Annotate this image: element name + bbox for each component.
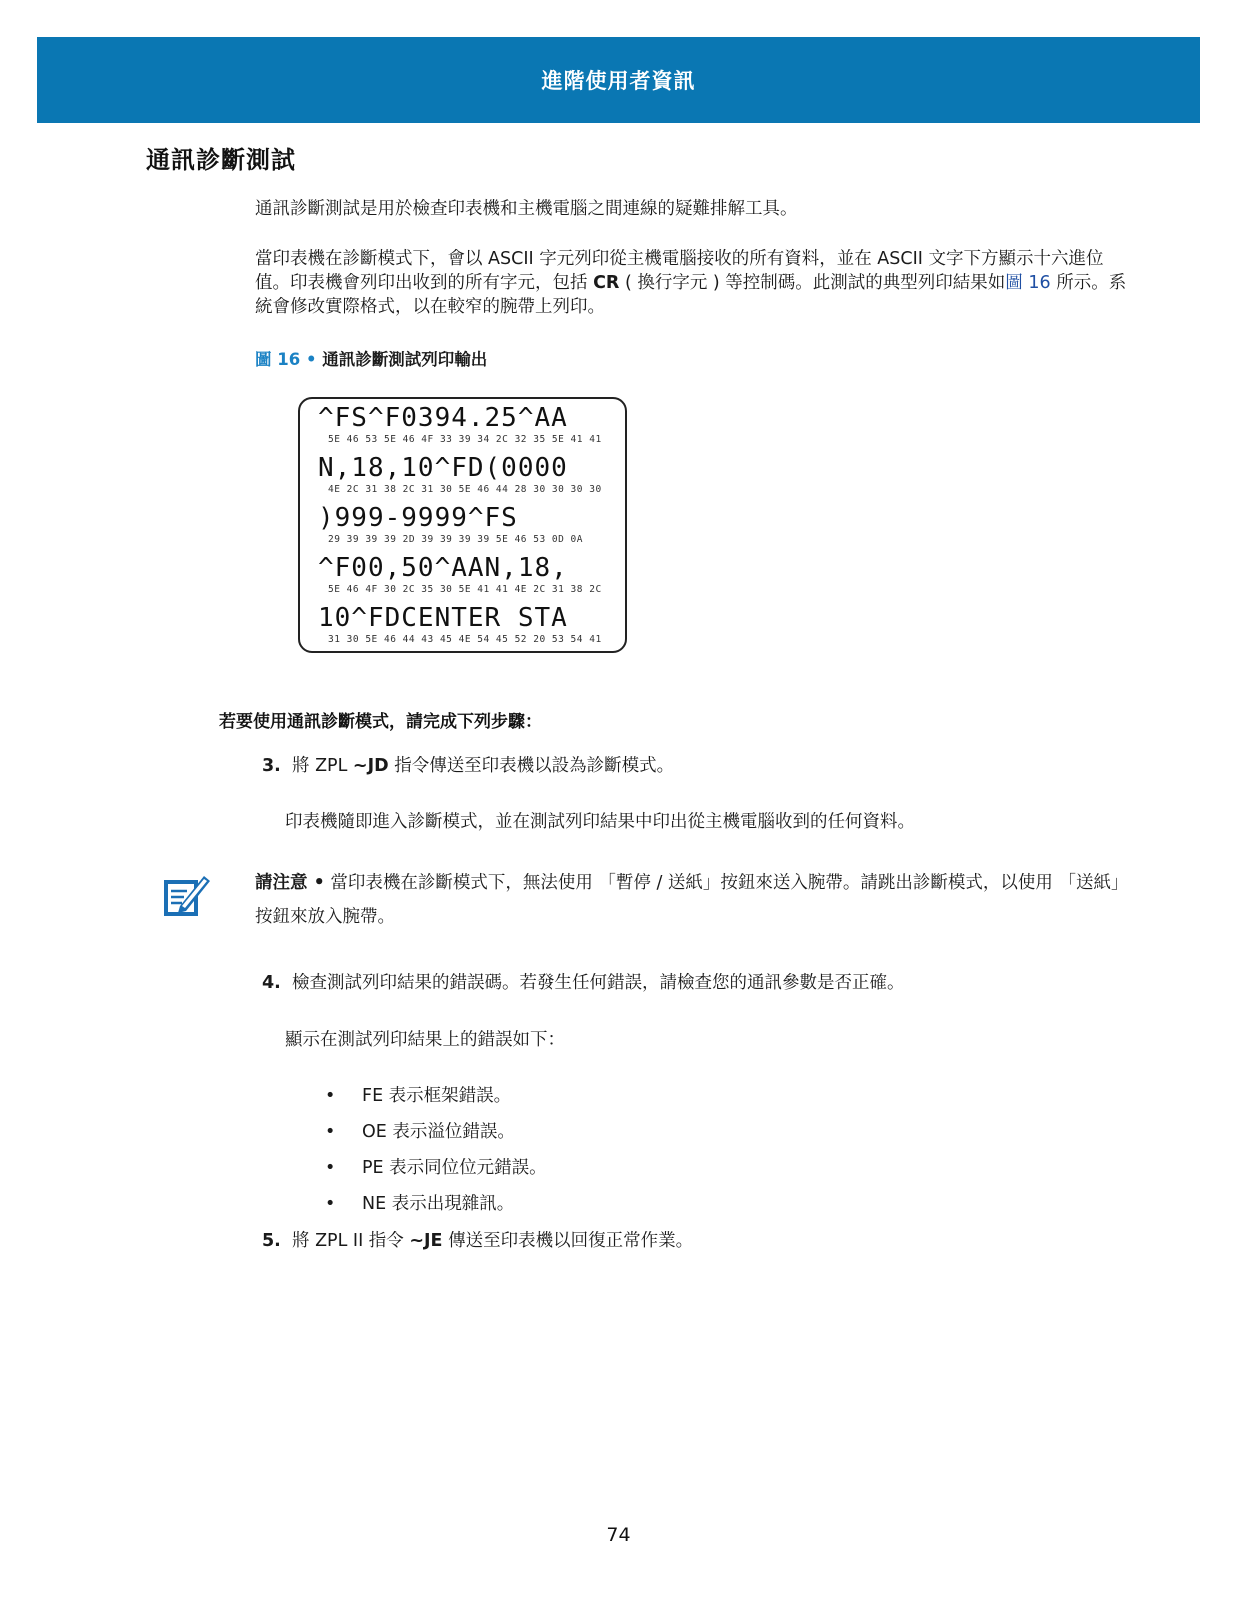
printout-hex: 31 30 5E 46 44 43 45 4E 54 45 52 20 53 54 41 xyxy=(328,634,602,645)
printout-chars: ^FS^F0394.25^AA xyxy=(318,403,568,433)
note-body: 當印表機在診斷模式下，無法使用 「暫停 / 送紙」按鈕來送入腕帶。請跳出診斷模式，以使用 「送紙」按鈕來放入腕帶。 xyxy=(255,873,1129,927)
figure-link[interactable]: 圖 16 xyxy=(1005,273,1051,293)
page-number: 74 xyxy=(606,1524,631,1546)
printout-chars: ^F00,50^AAN,18, xyxy=(318,553,568,583)
figure-number: 圖 16 • xyxy=(255,350,317,369)
note-label: 請注意 • xyxy=(255,873,325,893)
step-3-body: 印表機隨即進入診斷模式，並在測試列印結果中印出從主機電腦收到的任何資料。 xyxy=(285,812,915,832)
section-title: 通訊診斷測試 xyxy=(146,146,296,174)
figure-caption xyxy=(255,346,487,370)
step-number: 4. xyxy=(262,973,281,993)
list-item-text: NE 表示出現雜訊。 xyxy=(362,1194,515,1214)
printout-chars: N,18,10^FD(0000 xyxy=(318,453,568,483)
printout-hex: 4E 2C 31 38 2C 31 30 5E 46 44 28 30 30 30 30 xyxy=(328,484,602,495)
step-3-text-a: 將 ZPL xyxy=(292,756,353,776)
step-number: 3. xyxy=(262,756,281,776)
intro-p2-text-b: ( 換行字元 ) 等控制碼。此測試的典型列印結果如 xyxy=(619,273,1006,293)
list-item: • NE 表示出現雜訊。 xyxy=(325,1194,515,1214)
printout-hex: 29 39 39 39 2D 39 39 39 39 5E 46 53 0D 0A xyxy=(328,534,583,545)
steps-heading: 若要使用通訊診斷模式，請完成下列步驟： xyxy=(219,712,542,732)
figure-caption-text: 通訊診斷測試列印輸出 xyxy=(316,350,488,369)
step-4-body: 顯示在測試列印結果上的錯誤如下： xyxy=(285,1030,565,1050)
printout-hex: 5E 46 53 5E 46 4F 33 39 34 2C 32 35 5E 41 41 xyxy=(328,434,602,445)
step-5-text-a: 將 ZPL II 指令 xyxy=(292,1231,410,1251)
step-5 xyxy=(262,1229,693,1253)
step-4-text: 檢查測試列印結果的錯誤碼。若發生任何錯誤，請檢查您的通訊參數是否正確。 xyxy=(292,973,905,993)
header-title: 進階使用者資訊 xyxy=(541,69,696,93)
header-bar xyxy=(37,37,1200,123)
list-item-text: FE 表示框架錯誤。 xyxy=(362,1086,512,1106)
step-5-text-b: 傳送至印表機以回復正常作業。 xyxy=(442,1231,694,1251)
diagnostic-printout-image xyxy=(298,397,627,653)
intro-paragraph-2 xyxy=(255,247,1135,319)
intro-paragraph-1: 通訊診斷測試是用於檢查印表機和主機電腦之間連線的疑難排解工具。 xyxy=(255,199,798,219)
printout-row xyxy=(310,449,615,499)
intro-p2-bold: CR xyxy=(593,273,620,293)
list-item: • FE 表示框架錯誤。 xyxy=(325,1086,512,1106)
printout-row xyxy=(310,549,615,599)
step-4 xyxy=(262,971,905,995)
step-3-text-b: 指令傳送至印表機以設為診斷模式。 xyxy=(388,756,675,776)
note-edit-icon xyxy=(162,870,212,920)
intro-p2-text-a: 當印表機在診斷模式下，會以 ASCII 字元列印從主機電腦接收的所有資料，並在 ASCII 文字下方顯示十六進位值。印表機會列印出收到的所有字元，包括 xyxy=(255,249,1104,293)
step-5-command: ~JE xyxy=(409,1231,443,1251)
printout-row xyxy=(310,499,615,549)
list-item: • OE 表示溢位錯誤。 xyxy=(325,1122,515,1142)
list-item-text: PE 表示同位位元錯誤。 xyxy=(362,1158,547,1178)
note-text xyxy=(255,866,1135,934)
intro-p2-text-c: 所示。系統會修改實際格式，以在較窄的腕帶上列印。 xyxy=(255,273,1127,317)
printout-chars: 10^FDCENTER STA xyxy=(318,603,568,633)
printout-hex: 5E 46 4F 30 2C 35 30 5E 41 41 4E 2C 31 38 2C xyxy=(328,584,602,595)
step-3 xyxy=(262,754,674,778)
printout-row xyxy=(310,599,615,649)
list-item: • PE 表示同位位元錯誤。 xyxy=(325,1158,547,1178)
list-item-text: OE 表示溢位錯誤。 xyxy=(362,1122,515,1142)
printout-chars: )999-9999^FS xyxy=(318,503,518,533)
step-3-command: ~JD xyxy=(352,756,389,776)
step-number: 5. xyxy=(262,1231,281,1251)
printout-row xyxy=(310,399,615,449)
